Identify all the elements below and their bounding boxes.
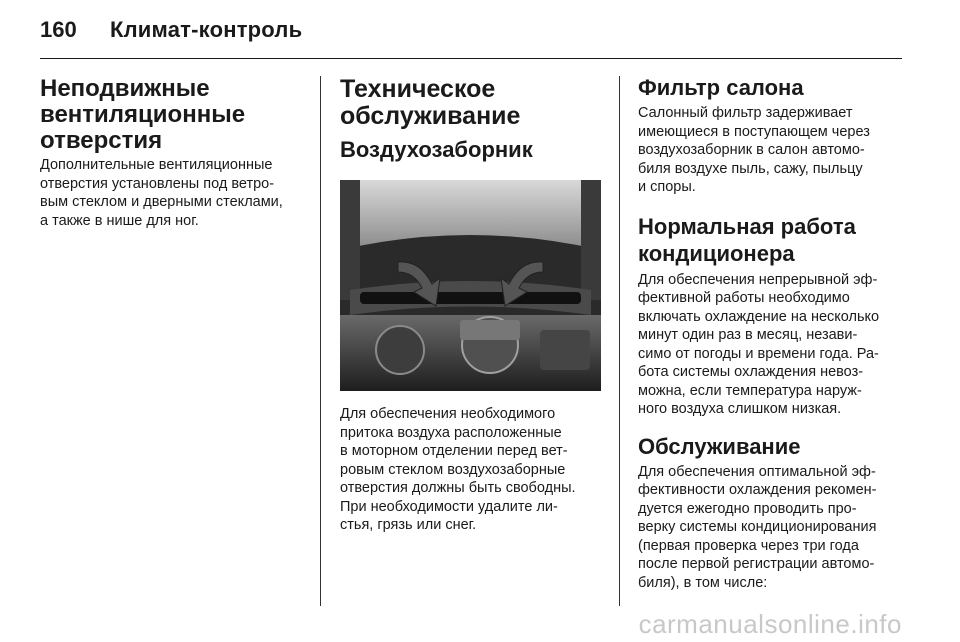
subsection-title-air-intake: Воздухозаборник xyxy=(340,137,533,162)
section-body-air-intake: Для обеспечения необходимого притока воздуха расположенные в моторном отделении перед вет- ровым стеклом воздухозаборные отверстия должны быть свободны. При необходимости удалите ли- стья, грязь или снег. xyxy=(340,406,576,533)
column-3 xyxy=(638,76,906,592)
page-number: 160 xyxy=(40,17,77,42)
section-title-cabin-filter: Фильтр салона xyxy=(638,75,804,100)
section-body-service: Для обеспечения оптимальной эф- фективности охлаждения рекомен- дуется ежегодно проводить про- верку системы кондиционирования (первая проверка через три года после первой регистрации автомо- биля), в том числе: xyxy=(638,463,877,591)
section-body-vents: Дополнительные вентиляционные отверстия установлены под ветро- вым стеклом и дверными стеклами, а также в нише для ног. xyxy=(40,157,283,229)
section-title-service: Обслуживание xyxy=(638,433,801,459)
chapter-title: Климат-контроль xyxy=(110,17,303,42)
column-divider-1 xyxy=(320,76,321,606)
page-header xyxy=(40,10,302,50)
column-1 xyxy=(40,76,310,230)
section-body-cabin-filter: Салонный фильтр задерживает имеющиеся в поступающем через воздухозаборник в салон автомо- биля воздухе пыль, сажу, пыльцу и споры. xyxy=(638,105,870,195)
section-title-ac-operation: Нормальная работа кондиционера xyxy=(638,213,856,266)
section-title-vents: Неподвижные вентиляционные отверстия xyxy=(40,75,246,154)
column-2 xyxy=(340,76,610,535)
section-title-maintenance: Техническое обслуживание xyxy=(340,75,521,130)
header-rule xyxy=(40,58,902,59)
column-divider-2 xyxy=(619,76,620,606)
section-body-ac-operation: Для обеспечения непрерывной эф- фективной работы необходимо включать охлаждение на несколько минут один раз в месяц, незави- симо от погоды и времени года. Ра- бота системы охлаждения невоз- можна, если температура наруж- ного воздуха слишком низкая. xyxy=(638,271,880,417)
engine-bay-photo xyxy=(340,180,601,391)
watermark: carmanualsonline.info xyxy=(638,609,902,639)
